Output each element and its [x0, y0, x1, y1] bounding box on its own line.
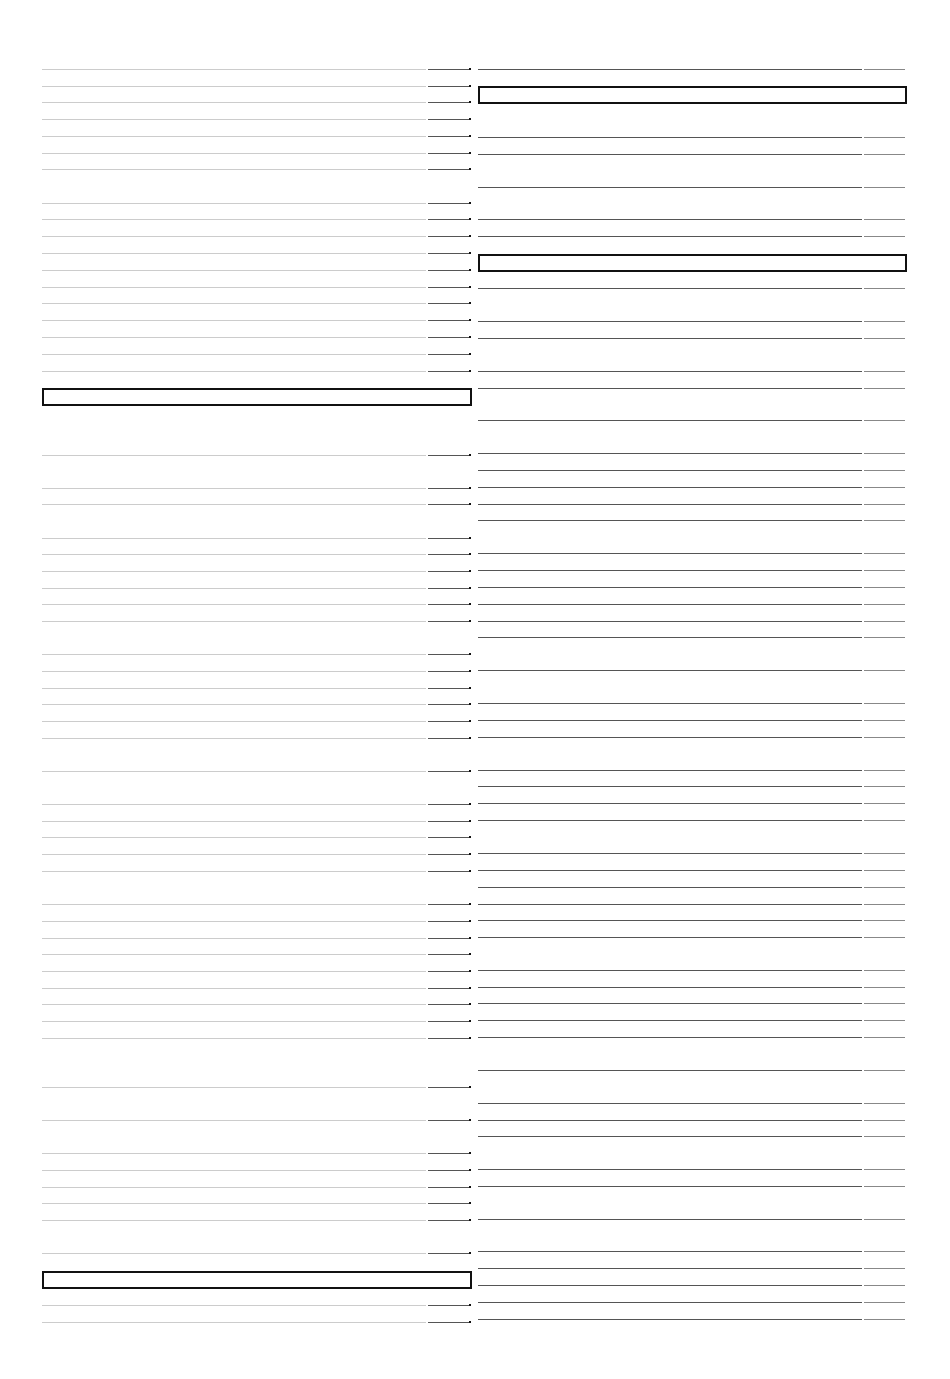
row-line: [478, 803, 862, 804]
row-tick-mark: [469, 152, 471, 154]
row-line: [42, 287, 426, 288]
row-line: [42, 971, 426, 972]
row-line: [42, 921, 426, 922]
row-value-line: [864, 1037, 905, 1038]
row-value-line: [864, 1251, 905, 1252]
row-value-line: [864, 621, 905, 622]
row-line: [42, 270, 426, 271]
row-line: [42, 954, 426, 955]
row-tick-mark: [469, 135, 471, 137]
row-value-line: [428, 337, 470, 338]
row-tick-mark: [469, 336, 471, 338]
row-tick-mark: [469, 1186, 471, 1188]
row-value-line: [864, 786, 905, 787]
row-line: [478, 1319, 862, 1320]
row-value-line: [864, 1136, 905, 1137]
row-line: [42, 1120, 426, 1121]
row-tick-mark: [469, 1169, 471, 1171]
row-line: [478, 820, 862, 821]
row-value-line: [428, 688, 470, 689]
row-value-line: [864, 137, 905, 138]
row-value-line: [428, 1305, 470, 1306]
row-line: [478, 236, 862, 237]
row-value-line: [864, 820, 905, 821]
row-line: [42, 554, 426, 555]
row-value-line: [864, 904, 905, 905]
row-tick-mark: [469, 302, 471, 304]
row-value-line: [428, 988, 470, 989]
row-value-line: [428, 1120, 470, 1121]
row-value-line: [864, 970, 905, 971]
row-tick-mark: [469, 1202, 471, 1204]
row-value-line: [864, 69, 905, 70]
row-line: [478, 520, 862, 521]
row-value-line: [864, 288, 905, 289]
row-value-line: [428, 236, 470, 237]
row-line: [42, 1087, 426, 1088]
row-value-line: [864, 187, 905, 188]
row-value-line: [428, 854, 470, 855]
row-value-line: [864, 670, 905, 671]
row-line: [42, 455, 426, 456]
row-value-line: [864, 587, 905, 588]
row-line: [42, 854, 426, 855]
row-value-line: [428, 119, 470, 120]
row-value-line: [428, 371, 470, 372]
row-line: [42, 86, 426, 87]
row-value-line: [428, 721, 470, 722]
row-line: [478, 420, 862, 421]
row-tick-mark: [469, 603, 471, 605]
row-line: [42, 371, 426, 372]
row-value-line: [864, 987, 905, 988]
row-tick-mark: [469, 987, 471, 989]
row-line: [42, 654, 426, 655]
row-line: [478, 1268, 862, 1269]
row-value-line: [428, 738, 470, 739]
row-line: [478, 703, 862, 704]
row-line: [478, 870, 862, 871]
row-value-line: [428, 1087, 470, 1088]
row-line: [478, 920, 862, 921]
row-value-line: [428, 303, 470, 304]
row-line: [478, 786, 862, 787]
row-line: [42, 688, 426, 689]
row-line: [42, 571, 426, 572]
row-line: [478, 504, 862, 505]
row-tick-mark: [469, 537, 471, 539]
row-line: [42, 253, 426, 254]
row-value-line: [864, 604, 905, 605]
row-value-line: [864, 553, 905, 554]
row-line: [478, 388, 862, 389]
row-value-line: [864, 470, 905, 471]
row-value-line: [428, 102, 470, 103]
row-tick-mark: [469, 118, 471, 120]
section-header-box: [42, 388, 472, 406]
row-value-line: [864, 321, 905, 322]
row-value-line: [428, 1220, 470, 1221]
row-value-line: [864, 1302, 905, 1303]
row-value-line: [864, 770, 905, 771]
row-value-line: [864, 1120, 905, 1121]
row-line: [478, 587, 862, 588]
row-line: [478, 553, 862, 554]
row-value-line: [864, 1020, 905, 1021]
row-line: [42, 354, 426, 355]
row-tick-mark: [469, 803, 471, 805]
row-line: [42, 337, 426, 338]
row-line: [478, 987, 862, 988]
row-value-line: [864, 720, 905, 721]
section-header-box: [478, 86, 907, 104]
row-tick-mark: [469, 553, 471, 555]
row-value-line: [428, 455, 470, 456]
row-line: [42, 1170, 426, 1171]
row-value-line: [864, 1268, 905, 1269]
row-value-line: [428, 1038, 470, 1039]
row-value-line: [428, 1322, 470, 1323]
row-value-line: [428, 921, 470, 922]
row-tick-mark: [469, 820, 471, 822]
row-tick-mark: [469, 770, 471, 772]
row-tick-mark: [469, 687, 471, 689]
row-value-line: [428, 504, 470, 505]
row-value-line: [864, 1103, 905, 1104]
row-tick-mark: [469, 670, 471, 672]
row-tick-mark: [469, 853, 471, 855]
row-tick-mark: [469, 703, 471, 705]
row-value-line: [428, 1170, 470, 1171]
row-value-line: [428, 904, 470, 905]
row-line: [42, 1322, 426, 1323]
row-value-line: [428, 804, 470, 805]
row-tick-mark: [469, 68, 471, 70]
row-line: [42, 1305, 426, 1306]
row-value-line: [428, 538, 470, 539]
row-line: [42, 303, 426, 304]
row-line: [478, 604, 862, 605]
row-line: [42, 136, 426, 137]
right-column: [478, 0, 907, 1379]
row-line: [478, 570, 862, 571]
row-value-line: [864, 1003, 905, 1004]
row-value-line: [428, 86, 470, 87]
row-value-line: [864, 1319, 905, 1320]
row-tick-mark: [469, 620, 471, 622]
row-tick-mark: [469, 953, 471, 955]
row-value-line: [428, 1187, 470, 1188]
row-tick-mark: [469, 1304, 471, 1306]
row-tick-mark: [469, 737, 471, 739]
row-line: [478, 453, 862, 454]
row-value-line: [428, 270, 470, 271]
row-line: [478, 637, 862, 638]
row-line: [478, 853, 862, 854]
row-line: [42, 1187, 426, 1188]
row-line: [478, 288, 862, 289]
row-line: [478, 770, 862, 771]
row-line: [42, 871, 426, 872]
row-tick-mark: [469, 101, 471, 103]
row-tick-mark: [469, 1086, 471, 1088]
row-tick-mark: [469, 937, 471, 939]
row-tick-mark: [469, 570, 471, 572]
row-line: [478, 219, 862, 220]
row-tick-mark: [469, 487, 471, 489]
row-value-line: [428, 654, 470, 655]
row-line: [42, 988, 426, 989]
row-line: [478, 937, 862, 938]
row-line: [42, 320, 426, 321]
row-line: [478, 1186, 862, 1187]
row-value-line: [864, 570, 905, 571]
row-value-line: [428, 554, 470, 555]
row-line: [478, 887, 862, 888]
row-value-line: [428, 136, 470, 137]
row-line: [478, 371, 862, 372]
row-value-line: [428, 954, 470, 955]
row-line: [478, 1003, 862, 1004]
row-line: [478, 1037, 862, 1038]
row-value-line: [864, 219, 905, 220]
row-line: [42, 1220, 426, 1221]
row-value-line: [864, 853, 905, 854]
row-tick-mark: [469, 1003, 471, 1005]
row-tick-mark: [469, 836, 471, 838]
row-value-line: [428, 938, 470, 939]
row-tick-mark: [469, 235, 471, 237]
row-line: [478, 737, 862, 738]
row-tick-mark: [469, 503, 471, 505]
row-tick-mark: [469, 1119, 471, 1121]
row-tick-mark: [469, 1219, 471, 1221]
row-value-line: [428, 971, 470, 972]
row-line: [42, 1021, 426, 1022]
row-value-line: [864, 1169, 905, 1170]
row-value-line: [864, 154, 905, 155]
row-line: [42, 938, 426, 939]
row-value-line: [864, 388, 905, 389]
row-line: [478, 487, 862, 488]
row-line: [42, 804, 426, 805]
row-tick-mark: [469, 269, 471, 271]
row-line: [42, 1253, 426, 1254]
row-value-line: [864, 1186, 905, 1187]
row-value-line: [428, 588, 470, 589]
row-line: [42, 504, 426, 505]
row-line: [478, 1120, 862, 1121]
row-line: [42, 604, 426, 605]
row-line: [42, 738, 426, 739]
row-line: [478, 1136, 862, 1137]
row-line: [478, 904, 862, 905]
row-line: [42, 153, 426, 154]
row-tick-mark: [469, 920, 471, 922]
row-line: [478, 470, 862, 471]
row-value-line: [864, 338, 905, 339]
row-line: [478, 1302, 862, 1303]
section-header-box: [478, 254, 907, 272]
row-value-line: [428, 287, 470, 288]
row-value-line: [864, 887, 905, 888]
row-line: [42, 538, 426, 539]
row-line: [478, 670, 862, 671]
row-line: [478, 621, 862, 622]
row-value-line: [428, 1153, 470, 1154]
row-line: [42, 203, 426, 204]
row-value-line: [864, 487, 905, 488]
row-value-line: [864, 1285, 905, 1286]
row-line: [42, 821, 426, 822]
row-value-line: [428, 354, 470, 355]
row-value-line: [428, 169, 470, 170]
left-column: [42, 0, 472, 1379]
row-value-line: [864, 236, 905, 237]
row-value-line: [428, 219, 470, 220]
row-value-line: [864, 737, 905, 738]
row-tick-mark: [469, 454, 471, 456]
row-line: [478, 1103, 862, 1104]
row-tick-mark: [469, 1252, 471, 1254]
row-line: [478, 69, 862, 70]
row-line: [42, 621, 426, 622]
row-value-line: [428, 320, 470, 321]
row-line: [42, 1038, 426, 1039]
section-header-box: [42, 1271, 472, 1289]
row-value-line: [864, 1070, 905, 1071]
row-value-line: [864, 637, 905, 638]
row-value-line: [864, 803, 905, 804]
row-value-line: [428, 771, 470, 772]
row-line: [478, 1219, 862, 1220]
row-value-line: [428, 1203, 470, 1204]
row-value-line: [864, 520, 905, 521]
row-tick-mark: [469, 202, 471, 204]
row-value-line: [864, 453, 905, 454]
row-value-line: [428, 1021, 470, 1022]
row-line: [42, 721, 426, 722]
row-value-line: [428, 704, 470, 705]
row-value-line: [428, 1253, 470, 1254]
row-tick-mark: [469, 252, 471, 254]
row-line: [42, 219, 426, 220]
row-value-line: [428, 1004, 470, 1005]
row-line: [42, 704, 426, 705]
row-tick-mark: [469, 653, 471, 655]
row-line: [478, 321, 862, 322]
row-value-line: [864, 1219, 905, 1220]
row-value-line: [428, 153, 470, 154]
row-tick-mark: [469, 168, 471, 170]
row-tick-mark: [469, 720, 471, 722]
row-tick-mark: [469, 870, 471, 872]
row-tick-mark: [469, 1152, 471, 1154]
row-tick-mark: [469, 85, 471, 87]
row-line: [478, 137, 862, 138]
row-value-line: [428, 203, 470, 204]
row-value-line: [428, 821, 470, 822]
row-line: [478, 1251, 862, 1252]
row-value-line: [864, 937, 905, 938]
row-line: [42, 102, 426, 103]
row-tick-mark: [469, 286, 471, 288]
row-value-line: [428, 571, 470, 572]
row-line: [42, 771, 426, 772]
row-line: [478, 1285, 862, 1286]
row-tick-mark: [469, 1037, 471, 1039]
row-line: [478, 720, 862, 721]
row-tick-mark: [469, 1020, 471, 1022]
row-value-line: [864, 703, 905, 704]
row-value-line: [428, 871, 470, 872]
row-line: [42, 169, 426, 170]
row-line: [42, 1004, 426, 1005]
row-value-line: [428, 604, 470, 605]
row-tick-mark: [469, 903, 471, 905]
row-line: [478, 154, 862, 155]
row-line: [42, 1203, 426, 1204]
row-value-line: [864, 420, 905, 421]
row-line: [42, 488, 426, 489]
row-line: [42, 236, 426, 237]
row-tick-mark: [469, 353, 471, 355]
row-value-line: [864, 371, 905, 372]
row-tick-mark: [469, 1321, 471, 1323]
row-value-line: [864, 504, 905, 505]
row-line: [478, 1169, 862, 1170]
row-tick-mark: [469, 370, 471, 372]
row-line: [42, 119, 426, 120]
row-line: [42, 1153, 426, 1154]
row-value-line: [428, 488, 470, 489]
row-value-line: [864, 870, 905, 871]
row-tick-mark: [469, 218, 471, 220]
row-value-line: [428, 253, 470, 254]
row-line: [42, 671, 426, 672]
row-line: [42, 69, 426, 70]
row-line: [478, 1020, 862, 1021]
row-line: [478, 1070, 862, 1071]
row-line: [42, 904, 426, 905]
row-line: [42, 837, 426, 838]
row-tick-mark: [469, 970, 471, 972]
row-value-line: [428, 837, 470, 838]
row-value-line: [428, 621, 470, 622]
row-line: [478, 970, 862, 971]
row-tick-mark: [469, 587, 471, 589]
row-value-line: [428, 671, 470, 672]
row-line: [478, 187, 862, 188]
row-line: [478, 338, 862, 339]
row-value-line: [864, 920, 905, 921]
row-line: [42, 588, 426, 589]
row-value-line: [428, 69, 470, 70]
row-tick-mark: [469, 319, 471, 321]
